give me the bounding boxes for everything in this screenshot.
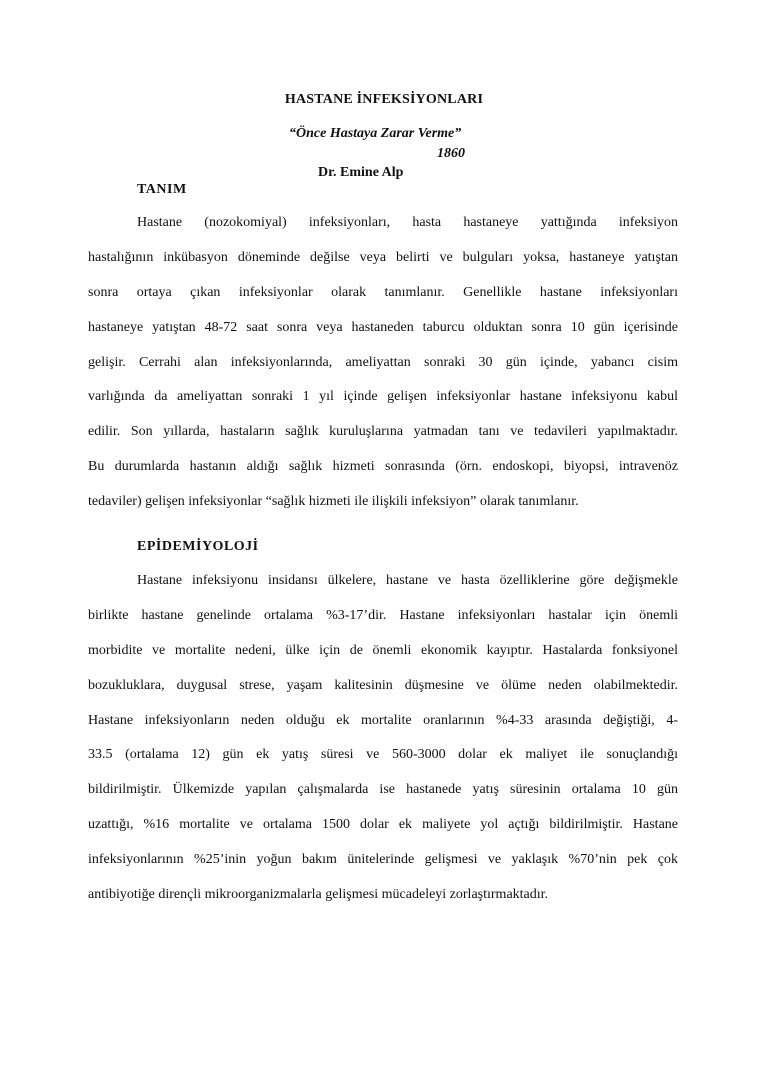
paragraph-line: hastalığının inkübasyon döneminde değilse veya belirti ve bulguları yoksa, hastaneye yatıştan <box>88 249 678 265</box>
document-year: 1860 <box>437 146 465 161</box>
document-subtitle: “Önce Hastaya Zarar Verme” <box>289 126 462 141</box>
paragraph-line: uzattığı, %16 mortalite ve ortalama 1500 dolar ek maliyete yol açtığı bildirilmiştir. Hastane <box>88 817 678 833</box>
paragraph-line: tedaviler) gelişen infeksiyonlar “sağlık hizmeti ile ilişkili infeksiyon” olarak tanımlanır. <box>88 494 579 510</box>
paragraph-line: antibiyotiğe dirençli mikroorganizmalarla gelişmesi mücadeleyi zorlaştırmaktadır. <box>88 887 549 903</box>
paragraph-line: bildirilmiştir. Ülkemizde yapılan çalışmalarda ise hastanede yatış süresinin ortalama 10 gün <box>88 782 678 798</box>
paragraph-line: hastaneye yatıştan 48-72 saat sonra veya hastaneden taburcu olduktan sonra 10 gün içerisinde <box>88 319 678 335</box>
paragraph-line: bozukluklara, duygusal strese, yaşam kalitesinin düşmesine ve ölüme neden olabilmektedir. <box>88 677 678 693</box>
paragraph-line: 33.5 (ortalama 12) gün ek yatış süresi ve 560-3000 dolar ek maliyet ile sonuçlandığı <box>88 747 678 763</box>
paragraph-line: Hastane infeksiyonların neden olduğu ek mortalite oranlarının %4-33 arasında değiştiği, 4- <box>88 712 678 728</box>
document-author: Dr. Emine Alp <box>318 165 404 180</box>
section-heading-epidemiyoloji: EPİDEMİYOLOJİ <box>137 539 259 554</box>
paragraph-line: gelişir. Cerrahi alan infeksiyonlarında, ameliyattan sonraki 30 gün içinde, yabancı cisim <box>88 354 678 370</box>
paragraph-line: Bu durumlarda hastanın aldığı sağlık hizmeti sonrasında (örn. endoskopi, biyopsi, intravenöz <box>88 459 678 475</box>
paragraph-line: infeksiyonlarının %25’inin yoğun bakım ünitelerinde gelişmesi ve yaklaşık %70’nin pek çok <box>88 852 678 868</box>
paragraph-line: birlikte hastane genelinde ortalama %3-17’dir. Hastane infeksiyonları hastalar için önemli <box>88 607 678 623</box>
paragraph-line: varlığında da ameliyattan sonraki 1 yıl içinde gelişen infeksiyonlar hastane infeksiyonu kabul <box>88 389 678 405</box>
paragraph-line: morbidite ve mortalite nedeni, ülke için de önemli ekonomik kayıptır. Hastalarda fonksiyonel <box>88 642 678 658</box>
paragraph-line: Hastane infeksiyonu insidansı ülkelere, hastane ve hasta özelliklerine göre değişmekle <box>137 573 678 588</box>
paragraph-epidemiyoloji <box>88 564 678 913</box>
paragraph-line: Hastane (nozokomiyal) infeksiyonları, hasta hastaneye yattığında infeksiyon <box>137 215 678 230</box>
paragraph-tanim <box>88 206 678 520</box>
section-heading-tanim: TANIM <box>137 182 187 197</box>
paragraph-line: sonra ortaya çıkan infeksiyonlar olarak tanımlanır. Genellikle hastane infeksiyonları <box>88 284 678 300</box>
document-title: HASTANE İNFEKSİYONLARI <box>284 92 484 107</box>
paragraph-line: edilir. Son yıllarda, hastaların sağlık kuruluşlarına yatmadan tanı ve tedavileri yapılmaktadır. <box>88 424 678 440</box>
